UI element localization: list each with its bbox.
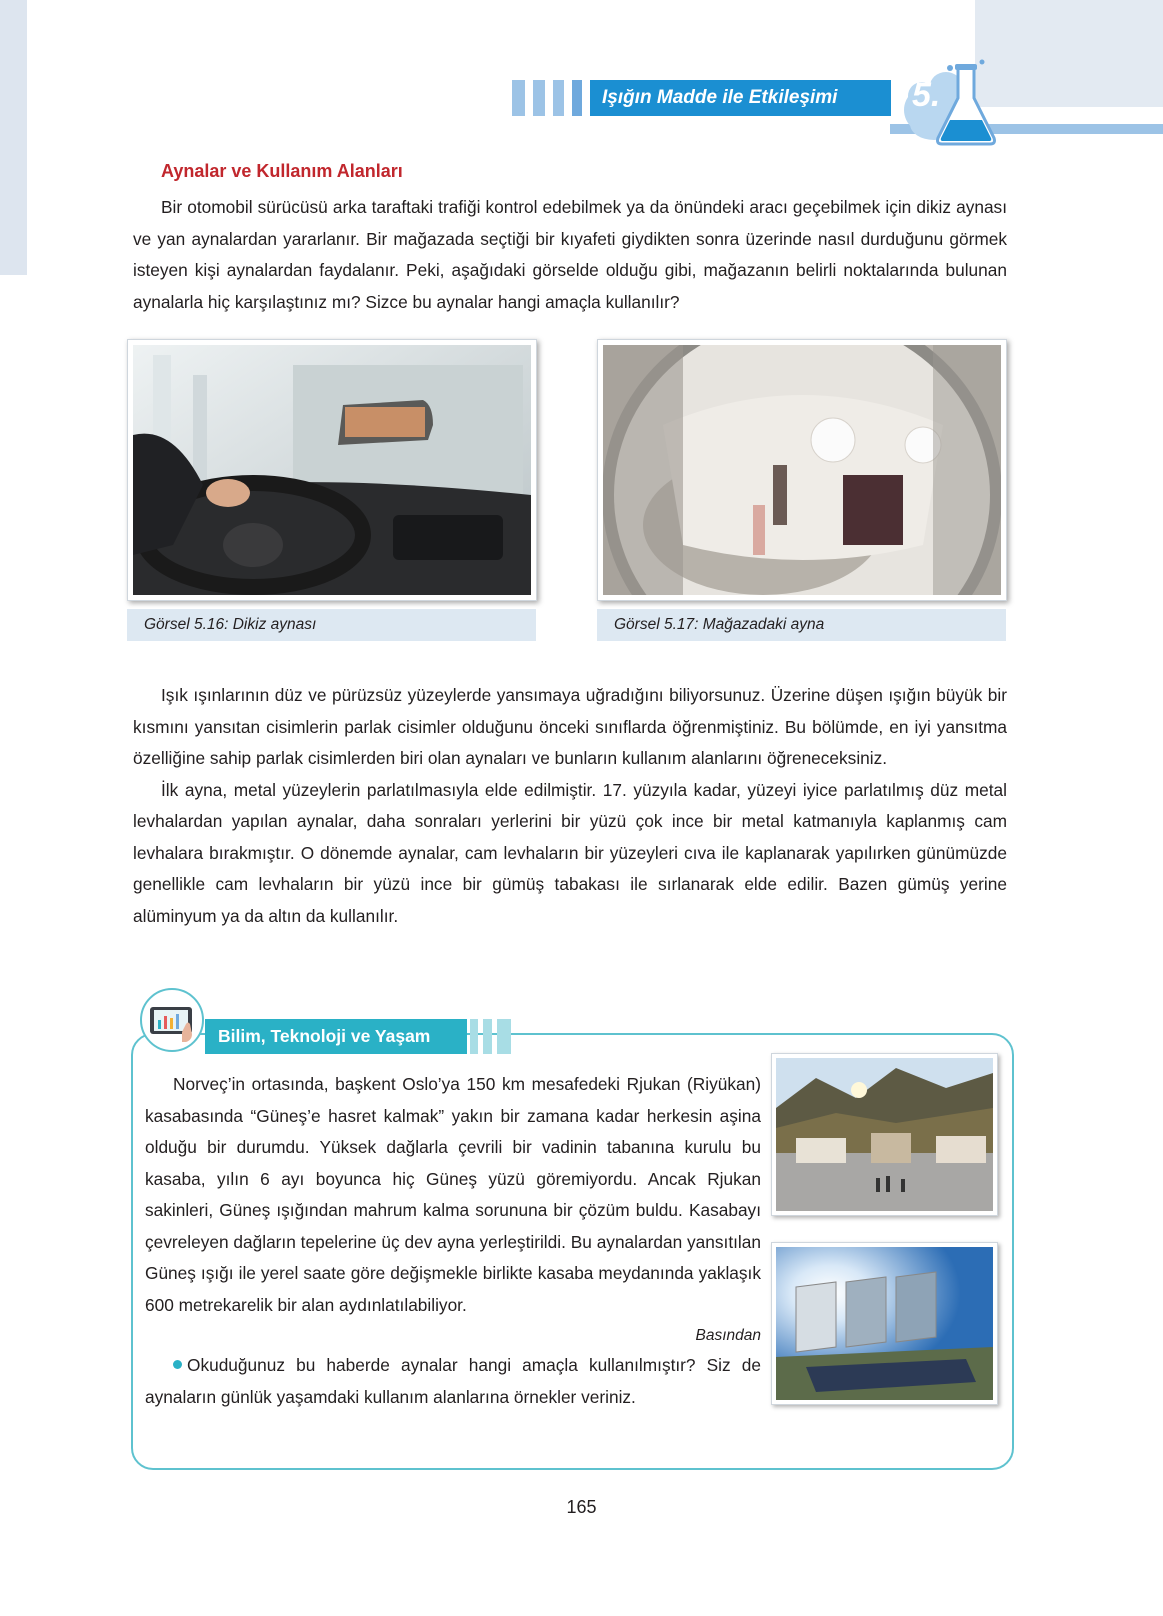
tablet-icon — [140, 988, 204, 1052]
intro-paragraph — [133, 192, 1007, 318]
box-text — [145, 1069, 761, 1413]
figure-rearview-mirror — [127, 339, 537, 601]
question — [145, 1350, 761, 1413]
store-mirror-image — [603, 345, 1001, 595]
body-text — [133, 680, 1007, 932]
section-title: Aynalar ve Kullanım Alanları — [161, 161, 403, 181]
bullet-icon — [173, 1360, 182, 1369]
box-title: Bilim, Teknoloji ve Yaşam — [205, 1019, 467, 1054]
intro-text: Bir otomobil sürücüsü arka taraftaki trafiği kontrol edebilmek ya da önündeki aracı geçebilmek için dikiz aynası ve yan aynalardan yararlanır. Bir mağazada seçtiği bir kıyafeti giydikten sonra üzerinde nasıl durduğunu görmek isteyen kişi aynalardan faydalanır. Peki, aşağıdaki görselde olduğu gibi, mağazanın belirli noktalarında bulunan aynalarla hiç karşılaştınız mı? Sizce bu aynalar hangi amaçla kullanılır? — [133, 197, 1007, 312]
box-paragraph: Norveç’in ortasında, başkent Oslo’ya 150 km mesafedeki Rjukan (Riyükan) kasabasında “Güneş’e hasret kalmak” yakın bir zamana kadar herkesin aşina olduğu bir durumdu. Yüksek dağlarla çevrili bir vadinin tabanına kurulu bu kasaba, yılın 6 ayı boyunca hiç Güneş yüzü göremiyordu. Ancak Rjukan sakinleri, Güneş ışığından mahrum kalma sorununa bir çözüm buldu. Kasabayı çevreleyen dağların tepelerine üç dev ayna yerleştirildi. Bu aynalardan yansıtılan Güneş ışığı ile yerel saate göre değişmekle birlikte kasaba meydanında yaklaşık 600 metrekarelik bir alan aydınlatılabiliyor. — [145, 1074, 761, 1315]
figure-store-mirror — [597, 339, 1007, 601]
town-photo — [771, 1053, 998, 1216]
figure-caption: Görsel 5.17: Mağazadaki ayna — [597, 609, 1006, 641]
page-number: 165 — [566, 1497, 597, 1517]
car-interior-image — [133, 345, 531, 595]
figure-caption: Görsel 5.16: Dikiz aynası — [127, 609, 536, 641]
chapter-title: Işığın Madde ile Etkileşimi — [590, 80, 891, 116]
body-paragraph: Işık ışınlarının düz ve pürüzsüz yüzeylerde yansımaya uğradığını biliyorsunuz. Üzerine düşen ışığın büyük bir kısmını yansıtan cisimlerin parlak cisimler olduğunu önceki sınıflarda öğrenmiştiniz. Bu bölümde, en iyi yansıtma özelliğine sahip parlak cisimlerden biri olan aynaları ve bunların kullanım alanlarını öğreneceksiniz. — [133, 685, 1007, 768]
body-paragraph: İlk ayna, metal yüzeylerin parlatılmasıyla elde edilmiştir. 17. yüzyıla kadar, yüzeyi iyice parlatılmış düz metal levhalardan yapılan aynalar, daha sonraları yerlerini bir yüzü çok ince bir metal katmanıyla kaplanmış cam levhalara bırakmıştır. O dönemde aynalar, cam levhaların bir yüzeyleri cıva ile kaplanarak yapılırken günümüzde genellikle cam levhaların bir yüzü ince bir gümüş tabakası ile sırlanarak elde edilir. Bazen gümüş yerine alüminyum ya da altın da kullanılır. — [133, 779, 1007, 926]
source-label: Basından — [695, 1327, 761, 1344]
question-text: Okuduğunuz bu haberde aynalar hangi amaçla kullanılmıştır? Siz de aynaların günlük yaşamdaki kullanım alanlarına örnekler veriniz. — [145, 1355, 761, 1407]
mirror-panels-photo — [771, 1242, 998, 1405]
chapter-number: 5. — [912, 76, 941, 114]
margin-strip — [0, 0, 27, 275]
